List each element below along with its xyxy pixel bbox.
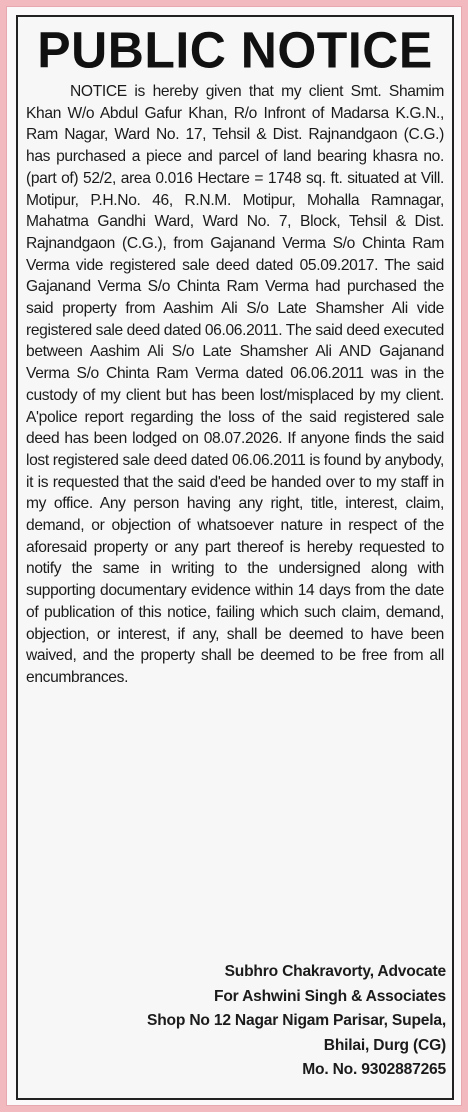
- signature-address: Shop No 12 Nagar Nigam Parisar, Supela,: [147, 1012, 446, 1029]
- page-frame: [6, 6, 462, 1106]
- signature-firm: For Ashwini Singh & Associates: [214, 987, 446, 1005]
- notice-box: [16, 15, 454, 1100]
- signature-advocate: Subhro Chakravorty, Advocate: [224, 963, 446, 980]
- notice-body: [26, 81, 444, 689]
- notice-paragraph: NOTICE is hereby given that my client Smt. Shamim Khan W/o Abdul Gafur Khan, R/o Infront of Madarsa K.G.N., Ram Nagar, Ward No. 17, Tehsil & Dist. Rajnandgaon (C.G.) has purchased a piece and parcel of land bearing khasra no. (part of) 52/2, area 0.016 Hectare = 1748 sq. ft. situated at Vill. Motipur, P.H.No. 46, R.N.M. Motipur, Mohalla Ramnagar, Mahatma Gandhi Ward, Ward No. 7, Block, Tehsil & Dist. Rajnandgaon (C.G.), from Gajanand Verma S/o Chinta Ram Verma vide registered sale deed dated 05.09.2017. The said Gajanand Verma S/o Chinta Ram Verma had purchased the said property from Aashim Ali S/o Late Shamsher Ali vide registered sale deed dated 06.06.2011. The said deed executed between Aashim Ali S/o Late Shamsher Ali AND Gajanand Verma S/o Chinta Ram Verma dated 06.06.2011 was in the custody of my client but has been lost/misplaced by my client. A'police report regarding the loss of the said registered sale deed has been lodged on 08.07.2026. If anyone finds the said lost registered sale deed dated 06.06.2011 is found by anybody, it is requested that the said d'eed be handed over to my staff in my office. Any person having any right, title, interest, claim, demand, or objection of whatsoever nature in respect of the aforesaid property or any part thereof is hereby requested to notify the same in writing to the undersigned along with supporting documentary evidence within 14 days from the date of publication of this notice, failing which such claim, demand, objection, or interest, if any, shall be deemed to have been waived, and the property shall be deemed to be free from all encumbrances.: [26, 83, 444, 686]
- signature-block: [147, 960, 446, 1083]
- signature-mobile: Mo. No. 9302887265: [302, 1061, 446, 1078]
- signature-city: Bhilai, Durg (CG): [323, 1036, 446, 1054]
- notice-title: PUBLIC NOTICE: [37, 21, 433, 79]
